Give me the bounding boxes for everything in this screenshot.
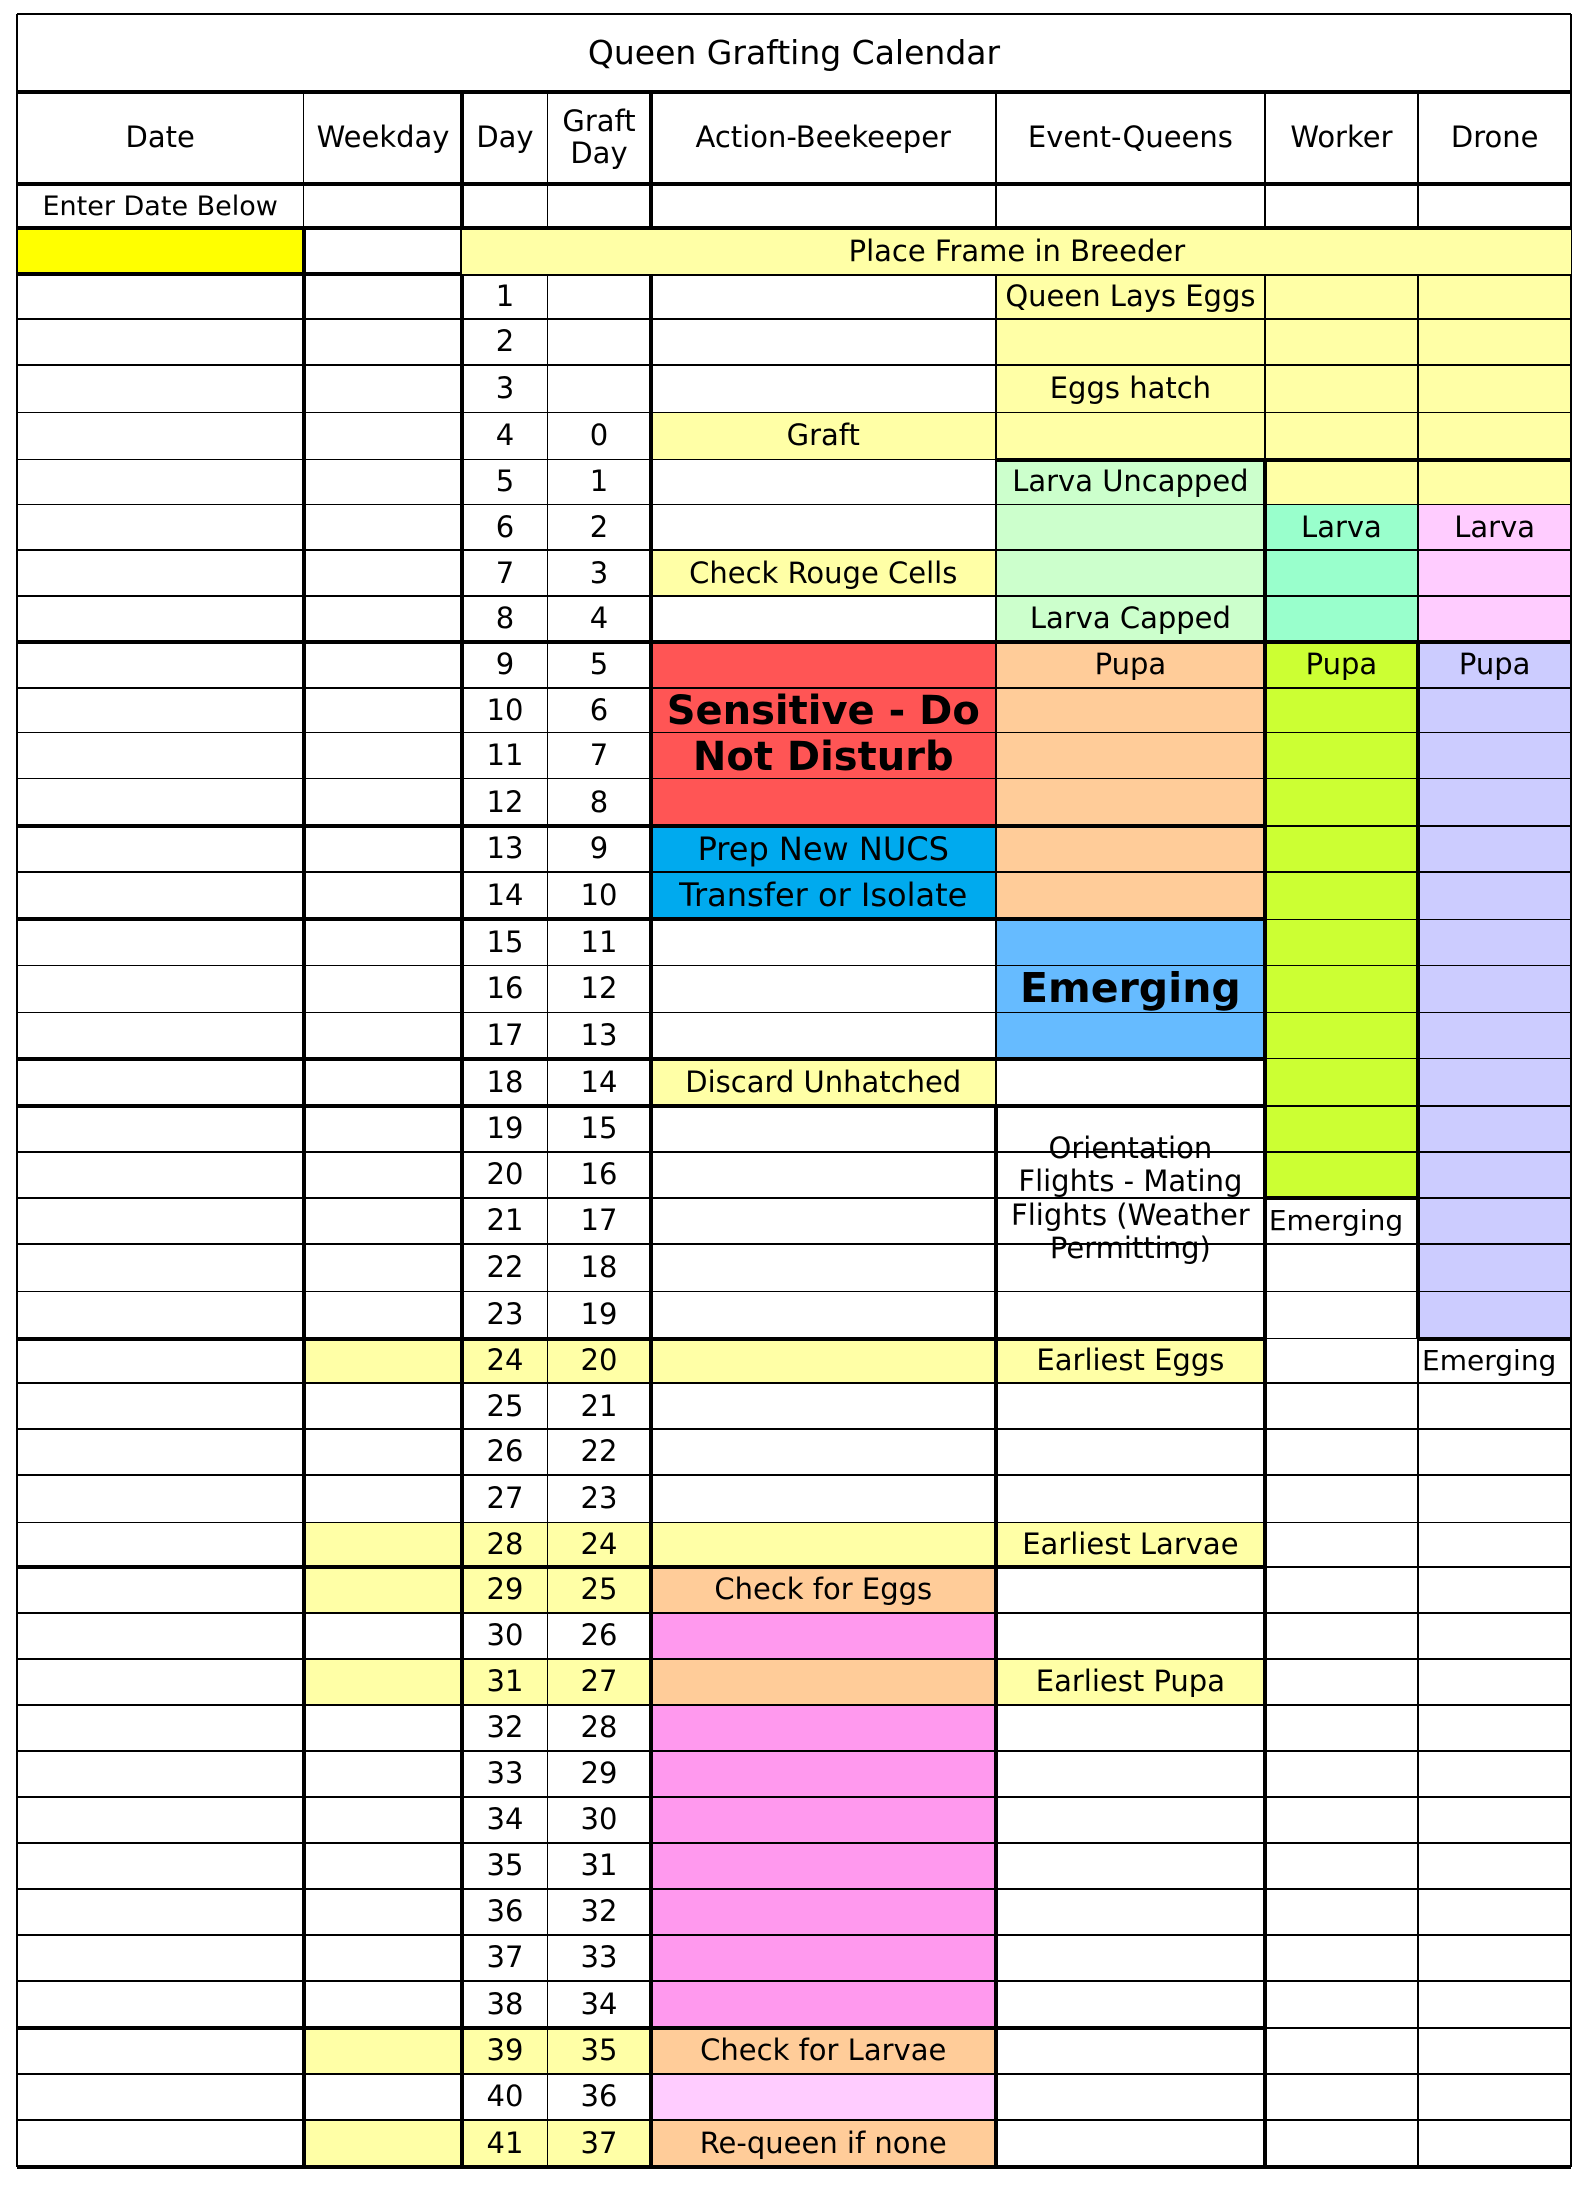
day-number: 22 [486,1249,524,1284]
graft-day-number: 35 [580,2033,618,2068]
page-title: Queen Grafting Calendar [587,32,1001,72]
day-number: 29 [486,1572,524,1607]
day-number: 8 [495,601,515,636]
drone-pupa: Pupa [1458,647,1531,682]
date-input-cell [17,228,304,274]
day-number: 41 [486,2126,524,2161]
day-number: 32 [486,1710,524,1745]
graft-day-number: 24 [580,1527,618,1562]
day-number: 17 [486,1017,524,1052]
action-header: Action-Beekeeper [695,120,951,155]
graft-day-number: 3 [589,555,609,590]
event-pupa: Pupa [1094,647,1167,682]
graft-day-number: 2 [589,509,609,544]
graft-day-number: 16 [580,1157,618,1192]
graft-day-number: 7 [589,738,609,772]
graft-day-number: 12 [580,971,618,1006]
action-transfer: Transfer or Isolate [679,876,968,915]
graft-day-number: 30 [580,1802,618,1837]
day-number: 25 [486,1388,524,1423]
graft-day-number: 8 [589,784,609,819]
day-number: 27 [486,1481,524,1516]
shaded-cell [651,1523,996,1568]
action-prep-nucs: Prep New NUCS [697,829,949,868]
event-earliest-pupa: Earliest Pupa [1035,1664,1225,1699]
graft-day-number: 32 [580,1894,618,1929]
graft-day-number: 11 [580,924,618,959]
day-number: 1 [495,279,515,314]
graft-day-number: 18 [580,1249,618,1284]
day-number: 38 [486,1986,524,2021]
weekday-header: Weekday [316,120,450,155]
graft-day-number: 17 [580,1203,618,1238]
action-requeen: Re-queen if none [699,2126,947,2161]
day-number: 34 [486,1802,524,1837]
day-number: 36 [486,1894,524,1929]
day-number: 9 [495,647,515,682]
event-earliest-larvae: Earliest Larvae [1022,1527,1239,1562]
graft-day-number: 23 [580,1481,618,1516]
event-larva-capped: Larva Capped [1029,601,1231,636]
day-number: 11 [486,738,524,772]
weekday-highlight [304,1659,463,1705]
day-number: 26 [486,1434,524,1469]
graft-day-number: 5 [589,647,609,682]
day-number: 6 [495,509,515,544]
drone-header: Drone [1450,120,1539,155]
weekday-highlight [304,1339,463,1384]
graft-day-number: 25 [580,1572,618,1607]
worker-larva: Larva [1301,509,1382,544]
day-number: 21 [486,1203,524,1238]
day-number: 15 [486,924,524,959]
shaded-cell [651,1659,996,1705]
day-number: 40 [486,2079,524,2114]
action-check-eggs: Check for Eggs [714,1572,933,1607]
day-number: 24 [486,1343,524,1378]
day-number: 39 [486,2033,524,2068]
weekday-highlight [304,2028,463,2074]
date-header: Date [125,120,195,155]
event-larva-uncapped: Larva Uncapped [1012,464,1249,499]
graft-day-number: 37 [580,2126,618,2161]
day-number: 20 [486,1157,524,1192]
day-number: 10 [486,692,524,727]
action-check-rouge: Check Rouge Cells [689,555,958,590]
graft-day-number: 14 [580,1064,618,1099]
day-header: Day [476,120,534,155]
graft-day-number: 34 [580,1986,618,2021]
graft-day-number: 4 [589,601,609,636]
day-number: 12 [486,784,524,819]
action-discard: Discard Unhatched [685,1064,962,1099]
graft-day-number [547,365,650,412]
drone-larva: Larva [1454,509,1536,544]
event-earliest-eggs: Earliest Eggs [1036,1343,1225,1378]
action-sensitive: Sensitive - Do Not Disturb [666,688,980,781]
graft-day-number: 9 [589,831,609,866]
graft-day-number: 6 [589,692,609,727]
graft-day-header: Graft Day [562,103,636,170]
day-number: 30 [486,1618,524,1653]
graft-day-number: 27 [580,1664,618,1699]
day-number: 19 [486,1111,524,1146]
graft-day-number: 0 [589,418,609,453]
day-number: 2 [495,324,515,359]
day-number: 33 [486,1756,524,1791]
graft-day-number: 10 [580,878,618,912]
graft-day-number: 22 [580,1434,618,1469]
day-number: 3 [495,370,515,405]
place-frame-label: Place Frame in Breeder [462,228,1571,274]
day-number: 5 [495,464,515,499]
graft-day-number: 13 [580,1017,618,1052]
day-number: 37 [486,1940,524,1975]
event-orientation: Orientation Flights - Mating Flights (Weather Permitting) [1011,1130,1250,1265]
event-emerging: Emerging [1020,964,1241,1013]
graft-day-number: 1 [589,464,609,499]
day-number: 13 [486,831,524,866]
shaded-cell [651,2074,996,2120]
day-number: 18 [486,1064,524,1099]
shaded-cell [651,1339,996,1384]
shaded-cell [1418,642,1571,1338]
graft-day-number: 19 [580,1297,618,1332]
day-number: 16 [486,971,524,1006]
day-number: 23 [486,1297,524,1332]
weekday-highlight [304,1567,463,1613]
graft-day-number: 33 [580,1940,618,1975]
action-graft: Graft [786,418,860,453]
graft-day-number: 36 [580,2079,618,2114]
event-eggs-hatch: Eggs hatch [1049,370,1212,405]
action-check-larvae: Check for Larvae [700,2033,947,2068]
graft-day-number: 21 [580,1388,618,1423]
graft-day-number: 15 [580,1111,618,1146]
drone-emerging: Emerging [1422,1343,1557,1377]
day-number: 35 [486,1848,524,1883]
day-number: 4 [495,418,515,453]
worker-header: Worker [1290,120,1393,155]
graft-day-number: 20 [580,1343,618,1378]
weekday-highlight [304,1523,463,1568]
day-number: 14 [486,878,524,912]
weekday-highlight [304,2120,463,2167]
graft-day-number: 31 [580,1848,618,1883]
worker-emerging: Emerging [1268,1203,1404,1237]
graft-day-number: 29 [580,1756,618,1791]
graft-day-number: 28 [580,1710,618,1745]
graft-day-number: 26 [580,1618,618,1653]
day-number: 28 [486,1527,524,1562]
graft-day-number [547,274,650,319]
enter-date-label: Enter Date Below [42,190,278,222]
graft-day-number [547,319,650,365]
event-header: Event-Queens [1027,120,1233,155]
event-queen-lays: Queen Lays Eggs [1005,279,1256,314]
worker-pupa: Pupa [1305,647,1378,682]
day-number: 31 [486,1664,524,1699]
shaded-cell [651,1613,996,1659]
day-number: 7 [495,555,515,590]
